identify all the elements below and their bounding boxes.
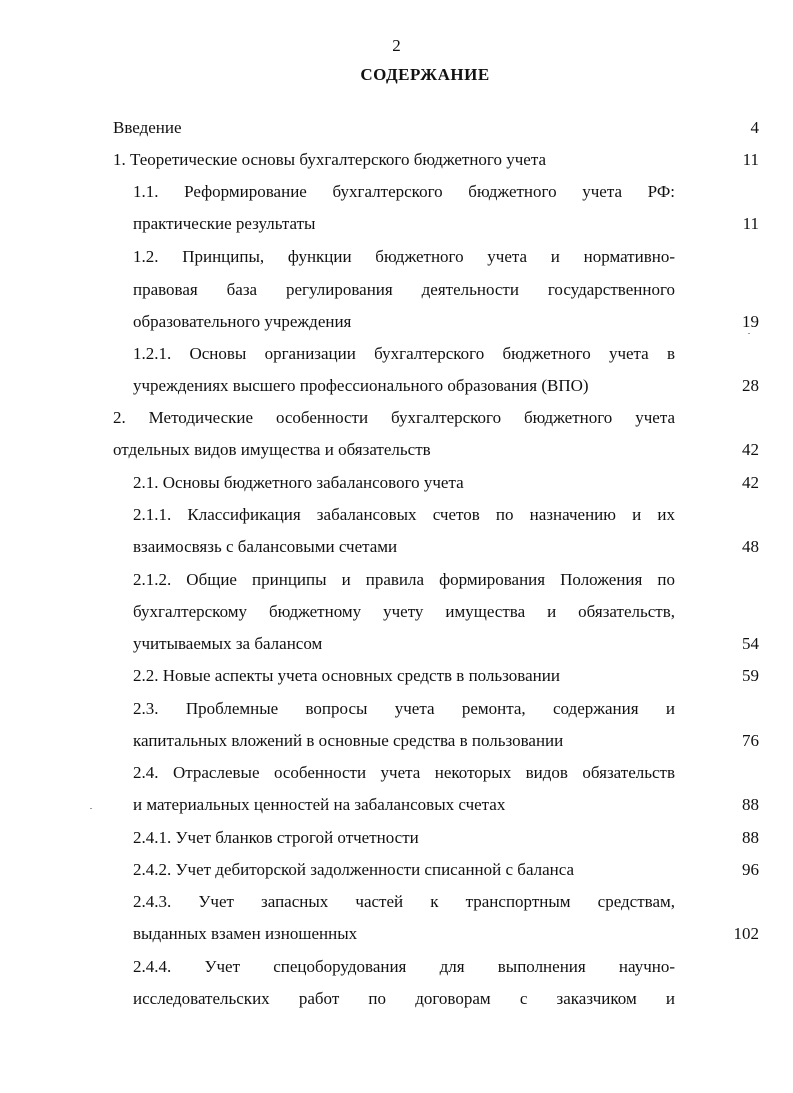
toc-entry-page: 76 [742,731,759,750]
toc-entry-text: капитальных вложений в основные средства в пользовании [133,731,564,750]
toc-entry-text: 2.1. Основы бюджетного забалансового учета [133,473,464,492]
toc-entry-text: 2.4. Отраслевые особенности учета некоторых видов обязательств [133,763,675,782]
toc-entry-text: 1.2.1. Основы организации бухгалтерского бюджетного учета в [133,344,675,363]
toc-entry-page: 48 [742,537,759,556]
toc-entry-page: 88 [742,828,759,847]
toc-entry-text: 2.1.1. Классификация забалансовых счетов по назначению и их [133,505,675,524]
toc-entry-text: бухгалтерскому бюджетному учету имущества и обязательств, [133,602,675,621]
toc-entry-text: 2.3. Проблемные вопросы учета ремонта, содержания и [133,699,675,718]
scan-speck [748,333,750,334]
toc-entry-page: 4 [750,118,759,137]
toc-entry-text: образовательного учреждения [133,312,352,331]
toc-entry-text: 1.1. Реформирование бухгалтерского бюджетного учета РФ: [133,182,675,201]
toc-entry-page: 88 [742,795,759,814]
toc-entry-page: 54 [742,634,759,653]
toc-entry-page: 19 [742,312,759,331]
toc-entry-text: 2.2. Новые аспекты учета основных средств в пользовании [133,666,560,685]
toc-entry-text: 1. Теоретические основы бухгалтерского бюджетного учета [113,150,547,169]
toc-entry-page: 102 [733,924,759,943]
toc-entry-page: 42 [742,473,759,492]
toc-entry-page: 59 [742,666,759,685]
toc-entry-page: 96 [742,860,759,879]
toc-entry-text: взаимосвязь с балансовыми счетами [133,537,398,556]
toc-entry-text: 2.4.1. Учет бланков строгой отчетности [133,828,419,847]
toc-entry-text: 2.1.2. Общие принципы и правила формирования Положения по [133,570,675,589]
toc-entry-text: 2.4.2. Учет дебиторской задолженности списанной с баланса [133,860,575,879]
toc-entry-text: 2.4.4. Учет спецоборудования для выполнения научно- [133,957,675,976]
toc-entry-text: 1.2. Принципы, функции бюджетного учета и нормативно- [133,247,675,266]
page-number: 2 [392,36,401,55]
toc-entry-text: практические результаты [133,214,316,233]
toc-entry-page: 11 [742,214,759,233]
scan-speck [90,808,92,809]
toc-entry-text: 2.4.3. Учет запасных частей к транспортным средствам, [133,892,675,911]
toc-entry-text: выданных взамен изношенных [133,924,358,943]
toc-entry-text: и материальных ценностей на забалансовых счетах [133,795,506,814]
toc-entry-text: 2. Методические особенности бухгалтерского бюджетного учета [113,408,675,427]
toc-entry-text: учреждениях высшего профессионального образования (ВПО) [133,376,589,395]
toc-entry-text: учитываемых за балансом [133,634,323,653]
toc-entry-text: Введение [113,118,182,137]
toc-entry-text: правовая база регулирования деятельности государственного [133,280,675,299]
toc-entry-page: 28 [742,376,759,395]
page-title: СОДЕРЖАНИЕ [360,65,490,84]
toc-entry-text: отдельных видов имущества и обязательств [113,440,431,459]
toc-entry-text: исследовательских работ по договорам с заказчиком и [133,989,675,1008]
toc-entry-page: 42 [742,440,759,459]
toc-entry-page: 11 [742,150,759,169]
